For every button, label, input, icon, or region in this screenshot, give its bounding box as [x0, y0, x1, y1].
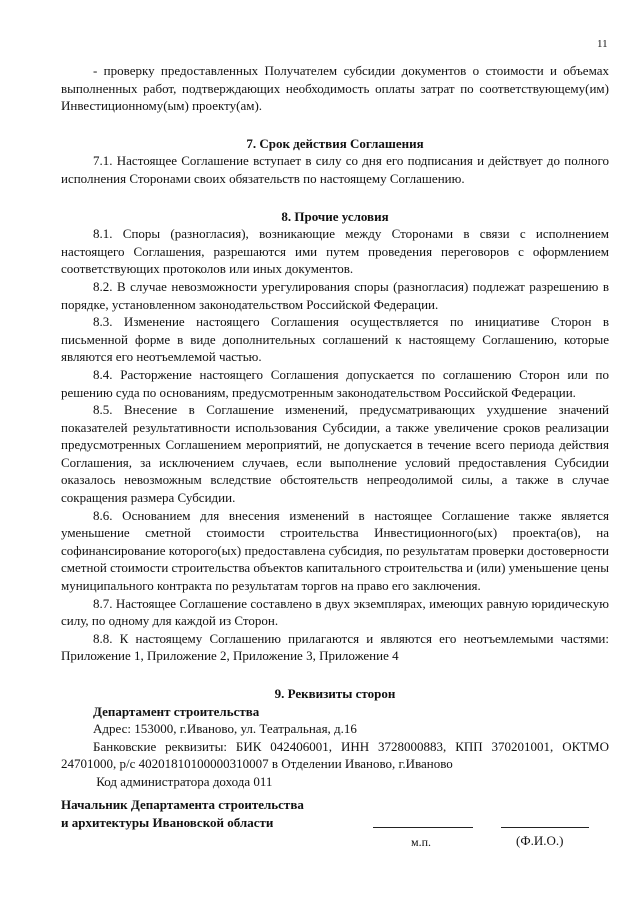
paragraph-8-6: 8.6. Основанием для внесения изменений в настоящее Соглашение также является уменьшение сметной стоимости строительства Инвестиционного(ых) проекта(ов), на софинансирование которого(ых) предоставлена субсидия, по результатам проверки достоверности сметной стоимости строительства объектов капитального строительства и (или) уменьшение цены муниципального контракта по результатам торгов на право его заключения. — [61, 507, 609, 594]
admin-code: Код администратора дохода 011 — [93, 773, 273, 789]
signatory-title-line-1: Начальник Департамента строительства — [61, 797, 304, 812]
bank-details: Банковские реквизиты: БИК 042406001, ИНН 3728000883, КПП 370201001, ОКТМО 24701000, р/с 40201810100000310007 в Отделении Иваново, г.Иваново — [61, 738, 609, 772]
org-address: Адрес: 153000, г.Иваново, ул. Театральная, д.16 — [93, 721, 357, 737]
paragraph-8-2: 8.2. В случае невозможности урегулирования споры (разногласия) подлежат разрешению в порядке, установленном законодательством Российской Федерации. — [61, 278, 609, 312]
paragraph-7-1: 7.1. Настоящее Соглашение вступает в силу со дня его подписания и действует до полного исполнения Сторонами своих обязательств по настоящему Соглашению. — [61, 153, 609, 186]
section-9-title: 9. Реквизиты сторон — [274, 686, 396, 701]
signatory-title-line-2: и архитектуры Ивановской области — [61, 814, 274, 830]
page-number: 11 — [597, 38, 608, 50]
section-7-title: 7. Срок действия Соглашения — [246, 135, 424, 151]
paragraph-8-3: 8.3. Изменение настоящего Соглашения осуществляется по инициативе Сторон в письменной форме в виде дополнительных соглашений к настоящему Соглашению, которые являются его неотъемлемой частью. — [61, 314, 609, 365]
full-name-label: (Ф.И.О.) — [516, 833, 564, 848]
paragraph-8-8: 8.8. К настоящему Соглашению прилагаются и являются его неотъемлемыми частями: Приложение 1, Приложение 2, Приложение 3, Приложение 4 — [61, 630, 609, 664]
signature-line — [373, 827, 473, 828]
paragraph-8-4: 8.4. Расторжение настоящего Соглашения допускается по соглашению Сторон или по решению суда по основаниям, предусмотренным законодательством Российской Федерации. — [61, 366, 609, 400]
paragraph-8-5: 8.5. Внесение в Соглашение изменений, предусматривающих ухудшение значений показателей результативности использования Субсидии, а также увеличение сроков реализации предусмотренных Соглашением мероприятий, не допускается в течение всего периода действия Соглашения, за исключением случаев, если выполнение условий предоставления Субсидии оказалось невозможным вследствие обстоятельств непреодолимой силы, а также в случае сокращения размера Субсидии. — [61, 402, 609, 506]
document-body — [61, 62, 609, 791]
stamp-place-label: м.п. — [411, 835, 432, 849]
name-line — [501, 827, 589, 828]
section-8-title: 8. Прочие условия — [281, 208, 389, 224]
paragraph-8-1: 8.1. Споры (разногласия), возникающие между Сторонами в связи с исполнением настоящего Соглашения, разрешаются ими путем проведения переговоров с оформлением соответствующих протоколов или иных документов. — [61, 226, 609, 277]
org-name: Департамент строительства — [93, 703, 260, 719]
signature-block — [61, 796, 609, 856]
intro-paragraph: - проверку предоставленных Получателем субсидии документов о стоимости и объемах выполненных работ, подтверждающих необходимость оплаты затрат по соответствующему(им) Инвестиционному(ым) проекту(ам). — [61, 63, 609, 114]
paragraph-8-7: 8.7. Настоящее Соглашение составлено в двух экземплярах, имеющих равную юридическую силу, по одному для каждой из Сторон. — [61, 595, 609, 629]
